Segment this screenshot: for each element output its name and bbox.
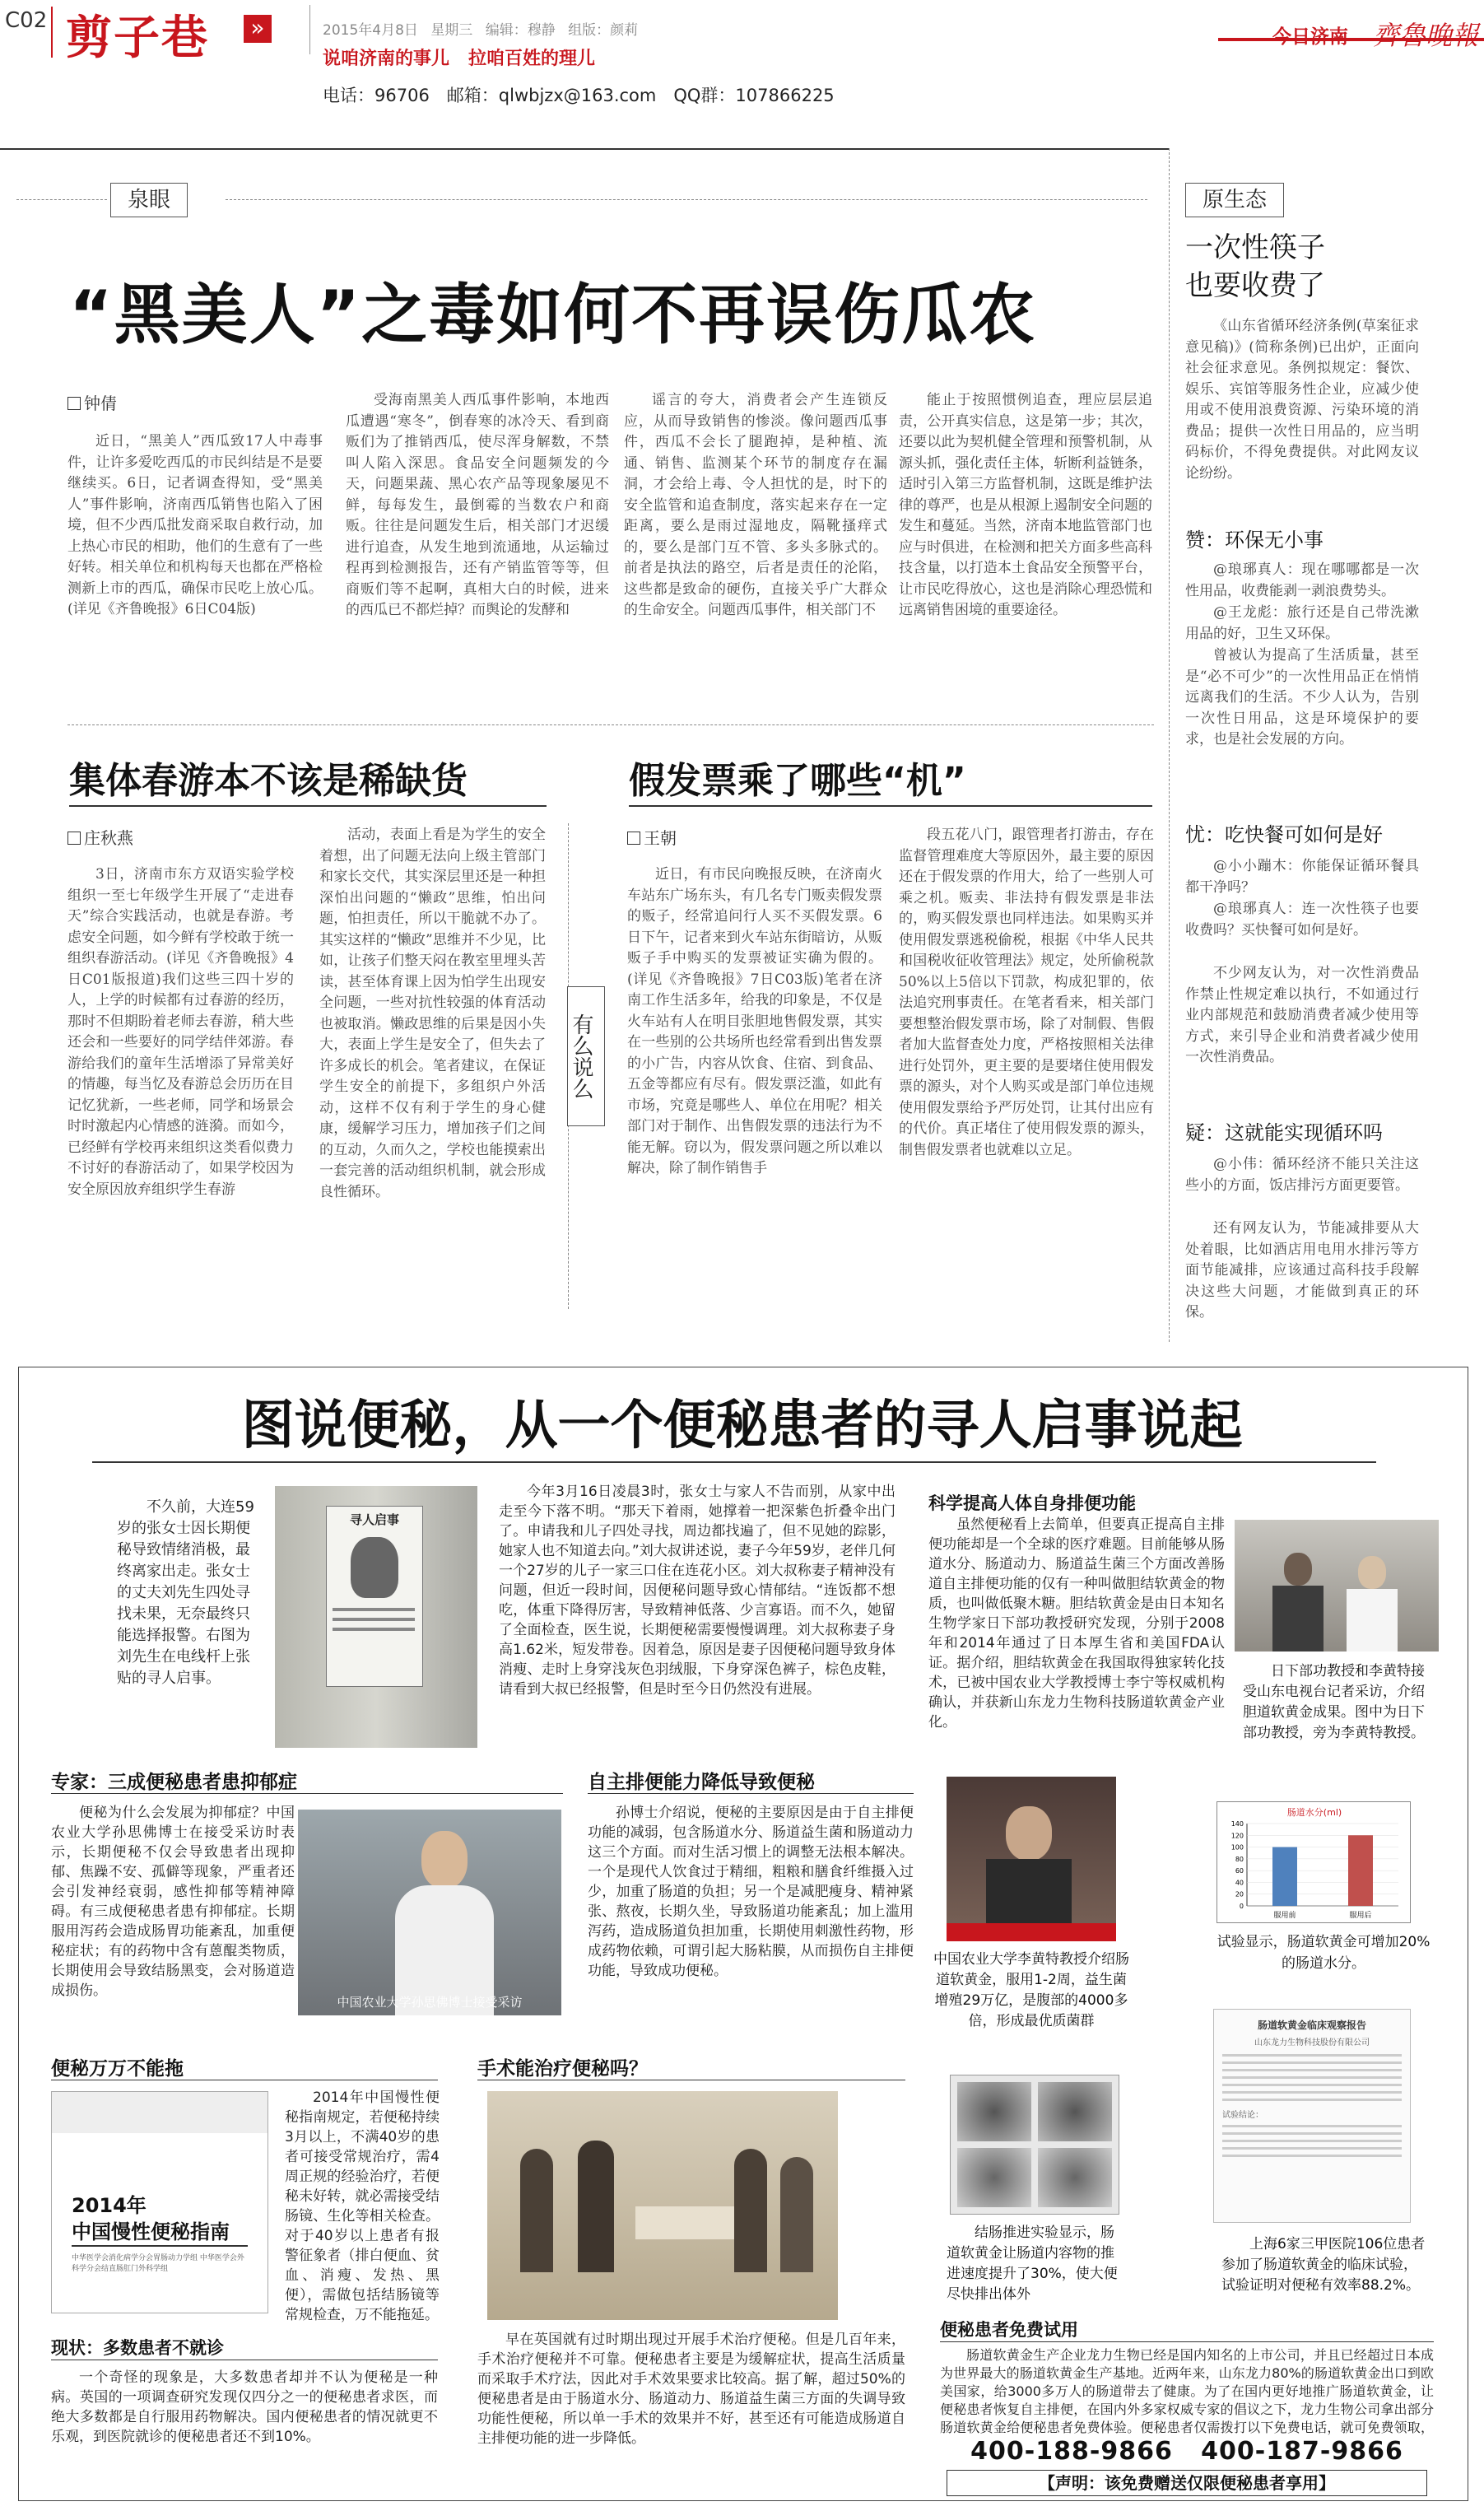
main-col-2: 受海南黑美人西瓜事件影响，本地西瓜遭遇“寒冬”，倒春寒的冰冷天、看到商贩们为了推销西瓜，使尽浑身解数，不禁叫人陷入深思。食品安全问题频发的今天，问题果蔬、黑心农产品等现象屡见不鲜，每每发生，最倒霉的当数农户和商贩。往往是问题发生后，相关部门才迟缓进行追查，从发生地到流通地，从运输过程再到检测报告，还有产销监管等等，但商贩们等不起啊，真相大白的时候，进来的西瓜已不都烂掉？而舆论的发酵和 [346,392,609,618]
article2-headline: 集体春游本不该是稀缺货 [69,760,468,802]
report-line-2: 试验结论： [1222,2111,1263,2120]
paper-logo: 齊魯晚報 [1373,20,1479,51]
water-chart-svg [1217,1802,1412,1924]
notice-title: 寻人启事 [349,1512,399,1527]
ad-intro: 不久前，大连59岁的张女士因长期便秘导致情绪消极，最终离家出走。张女士的丈夫刘先生四处寻找未果，无奈最终只能选择报警。右图为刘先生在电线杆上张贴的寻人启事。 [117,1498,254,1687]
chart-title: 肠道水分(ml) [1286,1807,1342,1818]
surgery-caption: 早在英国就有过时期出现过开展手术治疗便秘。但是几百年来，手术治疗便秘并不可靠。便秘患者主要是为缓解症状，提高生活质量而采取手术疗法，因此对手术效果要求比较高。据了解，超过50%的便秘患者是由于肠道水分、肠道动力、肠道益生菌三方面的失调导致功能性便秘，所以单一手术的效果并不好，甚至还有可能造成肠道自主排便功能的进一步降低。 [477,2332,905,2447]
free-rule [940,2341,1434,2342]
article3-col-2: 段五花八门，跟管理者打游击，存在监督管理难度大等原因外，最主要的原因还在于假发票的作用大，给了一些别人可乘之机。贩卖、非法持有假发票是非法的，购买假发票也同样违法。如果购买并使用假发票逃税偷税，根据《中华人民共和国税收征收管理法》规定，处所偷税款50%以上5倍以下罚款，构成犯罪的，依法追究刑事责任。在笔者看来，相关部门要想整治假发票市场，除了对制假、售假者加大监督查处力度，严格按照相关法律进行处罚外，更主要的是要堵住使用假发票的源头，对个人购买或是部门单位违规使用假发票给予严厉处罚，让其付出应有的代价。真正堵住了使用假发票的源头，制售假发票者也就难以立足。 [899,827,1154,1158]
guide-body: 2014年中国慢性便秘指南规定，若便秘持续3月以上，不满40岁的患者可接受常规治疗，需4周正规的经验治疗，若便秘未好转，就必需接受结肠镜、生化等相关检查。对于40岁以上患者有报警征象者（排白便血、贫血、消瘦、发热、黑便），需做包括结肠镜等常规检查，万不能拖延。 [285,2089,440,2323]
chart-y-tick: 20 [1235,1890,1244,1898]
main-byline: 钟倩 [67,390,117,414]
free-title: 便秘患者免费试用 [940,2320,1078,2340]
book-line-1: 2014年 [72,2194,147,2217]
free-body: 肠道软黄金生产企业龙力生物已经是国内知名的上市公司，并且已经超过日本成为世界最大的肠道软黄金生产基地。近两年来，山东龙力80%的肠道软黄金出口到欧美国家，给3000多万人的肠道带去了健康。为了在国内更好地推广肠道软黄金，让便秘患者恢复自主排便，在国内外多家权威专家的倡议之下，龙力生物公司拿出部分肠道软黄金给便秘患者免费体验。便秘患者仅需拨打以下免费电话，就可免费领取， [940,2347,1434,2435]
sidebar-s2-p3: 不少网友认为，对一次性消费品作禁止性规定难以执行，不如通过行业内部规范和鼓励消费者减少使用等方式，来引导企业和消费者减少使用一次性消费品。 [1185,965,1419,1065]
header-rule [309,5,310,54]
expert-caption: 中国农业大学孙思佛博士接受采访 [337,1995,523,2010]
chart-x-label: 服用前 [1273,1912,1296,1920]
tv-caption: 中国农业大学李黄特教授介绍肠道软黄金，服用1-2周，益生菌增殖29万亿，是腹部的4000多倍，形成最优质菌群 [933,1951,1129,2029]
interview-caption: 日下部功教授和李黄特接受山东电视台记者采访，介绍胆道软黄金成果。图中为日下部功教授，旁为李黄特教授。 [1243,1663,1425,1741]
phone-numbers [940,2437,1434,2466]
sidebar-rule [1169,148,1170,1342]
auto-rule [588,1793,914,1794]
free-statement: 【声明：该免费赠送仅限便秘患者享用】 [947,2470,1427,2496]
sidebar-s3-p1: @小伟：循环经济不能只关注这些小的方面，饭店排污方面更要管。 [1185,1156,1419,1194]
sidebar-s1-p1: @琅琊真人：现在哪哪都是一次性用品，收费能剥一剥浪费势头。 [1185,561,1419,599]
sidebar-s2-title: 忧：吃快餐可如何是好 [1185,823,1383,846]
article2-col-1: 3日，济南市东方双语实验学校组织一至七年级学生开展了“走进春天”综合实践活动，也就是春游。考虑安全问题，如今鲜有学校敢于统一组织春游活动。(详见《齐鲁晚报》4日C01版报道)我们这些三四十岁的人，上学的时候都有过春游的经历，那时不但期盼着老师去春游，稍大些还会和一些要好的同学结伴郊游。春游给我们的童年生活增添了异常美好的情趣，每当忆及春游总会历历在目记忆犹新，一些老师，同学和场景会时时激起内心情感的涟漪。而如今，已经鲜有学校再来组织这类看似费力不讨好的春游活动了，如果学校因为安全原因放弃组织学生春游 [67,866,294,1198]
article3-headline: 假发票乘了哪些“机” [629,760,966,802]
main-col-1: 近日，“黑美人”西瓜致17人中毒事件，让许多爱吃西瓜的市民纠结是不是要继续买。6日，记者调查得知，受“黑美人”事件影响，济南西瓜销售也陷入了困境，但不少西瓜批发商采取自救行动，加上热心市民的相助，他们的生意有了一些好转。相关单位和机构每天也都在严格检测新上市的西瓜，确保市民吃上放心瓜。(详见《齐鲁晚报》6日C04版) [67,433,323,617]
comment-tag: 有么说么 [567,986,605,1126]
chart-y-tick: 120 [1230,1832,1244,1840]
chart-y-tick: 140 [1230,1820,1244,1828]
xray-caption: 结肠推进实验显示，肠道软黄金让肠道内容物的推进速度提升了30%，使大便尽快排出体外 [947,2224,1118,2303]
phone-2[interactable]: 400-187-9866 [1201,2437,1403,2466]
sidebar-intro: 《山东省循环经济条例(草案征求意见稿)》(简称条例)已出炉，正面向社会征求意见。条例拟规定：餐饮、娱乐、宾馆等服务性企业，应减少使用或不使用浪费资源、污染环境的消费品；提供一次性日用品的，应当明码标价，不得免费提供。对此网友议论纷纷。 [1185,318,1419,482]
today-jinan: 今日济南 [1272,26,1348,48]
sidebar-s1-p3: 曾被认为提高了生活质量，甚至是“必不可少”的一次性用品正在悄悄远离我们的生活。不少人认为，告别一次性日用品，这是环境保护的要求，也是社会发展的方向。 [1185,647,1419,748]
article3-col-1: 近日，有市民向晚报反映，在济南火车站东广场东头，有几名专门贩卖假发票的贩子，经常追问行人买不买假发票。6日下午，记者来到火车站东街暗访，从贩贩子手中购买的发票被证实确为假的。(详见《齐鲁晚报》7日C03版)笔者在济南工作生活多年，给我的印象是，不仅是火车站有人在明目张胆地售假发票，其实在一些别的公共场所也经常看到出售发票的小广告，内容从饮食、住宿、到食品、五金等都应有尽有。假发票泛滥，如此有市场，究竟是哪些人、单位在用呢？相关部门对于制作、出售假发票的违法行为不能无解。窃以为，假发票问题之所以难以解决，除了制作销售手 [627,866,882,1176]
chart-bar [1272,1847,1297,1906]
chart-y-tick: 100 [1230,1843,1244,1852]
article3-rule [629,805,1152,807]
current-body: 一个奇怪的现象是，大多数患者却并不认为便秘是一种病。英国的一项调查研究发现仅四分之一的便秘患者求医，而绝大多数都是自行服用药物解决。国内便秘患者的情况就更不乐观，到医院就诊的便秘患者还不到10%。 [51,2369,438,2445]
chart-y-tick: 40 [1235,1879,1244,1887]
guide-title: 便秘万万不能拖 [51,2058,184,2080]
article2-rule [69,805,547,807]
surgery-title: 手术能治疗便秘吗？ [477,2058,648,2080]
tv-photo [947,1777,1116,1941]
study-caption: 上海6家三甲医院106位患者参加了肠道软黄金的临床试验，试验证明对便秘有效率88.2%。 [1221,2236,1426,2294]
top-rule [0,148,1169,150]
expert-photo [298,1810,561,2015]
contact-line: 电话：96706 邮箱：qlwbjzx@163.com QQ群：107866225 [323,86,835,105]
report-doc [1213,2009,1411,2223]
section-tag-quanyan: 泉眼 [110,183,188,217]
main-bottom-rule [67,724,1154,725]
slogan: 说咱济南的事儿 拉咱百姓的理儿 [323,49,596,69]
sidebar-s1-title: 赞：环保无小事 [1185,529,1324,552]
sidebar-s3-title: 疑：这就能实现循环吗 [1185,1121,1383,1144]
guide-book [51,2091,268,2313]
article3-byline: 王朝 [627,825,677,849]
sidebar-s2-p2: @琅琊真人：连一次性筷子也要收费吗？买快餐可如何是好。 [1185,901,1419,939]
expert-rule [51,1793,563,1794]
chart-y-tick: 80 [1235,1855,1244,1863]
tag-rule-right [226,199,1147,200]
ad-story: 今年3月16日凌晨3时，张女士与家人不告而别，从家中出走至今下落不明。“那天下着雨，她撑着一把深紫色折叠伞出门了。申请我和儿子四处寻找，周边都找遍了，但不见她的踪影，她家人也不知道去向。”刘大叔讲述说，妻子今年59岁，老伴几何一个27岁的儿子一家三口住在连花小区。刘大叔称妻子精神没有问题，但近一段时间，因便秘问题导致心情郁结。“连饭都不想吃，体重下降得厉害，导致精神低落、少言寡语。而不久，她留了全面检查，医生说，长期便秘需要慢慢调理。刘大叔称妻子身高1.62米，短发带卷。因着急，原因是妻子因便秘问题导致身体消瘦、走时上身穿浅灰色羽绒服，下身穿深色裤子，棕色皮鞋，请看到大叔已经报警，但是时至今日仍然没有进展。 [499,1484,896,1698]
phone-1[interactable]: 400-188-9866 [970,2437,1173,2466]
main-col-4: 能止于按照惯例追查，理应层层追责，公开真实信息，这是第一步；其次，还要以此为契机健全管理和预警机制，从源头抓，强化责任主体，斩断利益链条，适时引入第三方监督机制，这既是维护法律的尊严，也是从根源上遏制安全问题的发生和蔓延。当然，济南本地监管部门也应与时俱进，在检测和把关方面多些高科技含量，以打造本土食品安全预警平台，让市民吃得放心，这也是消除心理恐慌和远离销售困境的重要途径。 [899,392,1152,618]
section-title: 剪子巷 [66,12,209,65]
surgery-engraving [487,2091,838,2320]
current-title: 现状：多数患者不就诊 [51,2338,224,2358]
article2-col-2: 活动，表面上看是为学生的安全着想，出了问题无法向上级主管部门和家长交代，其实深层里还是一种担深怕出问题的“懒政”思维，怕出问题，怕担责任，所以干脆就不办了。其实这样的“懒政”思维并不少见，比如，让孩子们整天闷在教室里埋头苦读，甚至体育课上因为怕学生出现安全问题，一些对抗性较强的体育活动也被取消。懒政思维的后果是因小失大，表面上学生是安全了，但失去了许多成长的机会。笔者建议，在保证学生安全的前提下，多组织户外活动，这样不仅有利于学生的身心健康，缓解学习压力，增加孩子们之间的互动，久而久之，学校也能摸索出一套完善的活动组织机制，就会形成良性循环。 [319,827,546,1200]
interview-photo [1235,1520,1439,1651]
expert-body: 便秘为什么会发展为抑郁症？中国农业大学孙思佛博士在接受采访时表示，长期便秘不仅会导致患者出现抑郁、焦躁不安、孤僻等现象，严重者还会引发神经衰弱，感性抑郁等精神障碍。有三成便秘患者患有抑郁症。长期服用泻药会造成肠胃功能紊乱，加重便秘症状；有的药物中含有蒽醌类物质，长期使用会导致结肠黑变，会对肠道造成损伤。 [51,1805,295,1999]
dateline: 2015年4月8日 星期三 编辑：穆静 组版：颜莉 [323,22,639,39]
xray-photo [950,2075,1119,2215]
chart-x-label: 服用后 [1349,1912,1372,1920]
tag-rule-left [16,199,107,200]
auto-title: 自主排便能力降低导致便秘 [588,1772,815,1793]
report-line-0: 肠道软黄金临床观察报告 [1257,2020,1366,2031]
book-line-2: 中国慢性便秘指南 [72,2220,230,2243]
sidebar-headline: 一次性筷子 也要收费了 [1185,231,1325,302]
ad-headline: 图说便秘，从一个便秘患者的寻人启事说起 [241,1395,1243,1456]
page-number: C02 [5,8,48,33]
science-body: 虽然便秘看上去简单，但要真正提高自主排便功能却是一个全球的医疗难题。目前能够从肠道水分、肠道动力、肠道益生菌三个方面改善肠道自主排便功能的仅有一种叫做胆结软黄金的物质，也叫做低聚木糖。胆结软黄金是由日本知名生物学家日下部功教授研究发现，分别于2008年和2014年通过了日本厚生省和美国FDA认证。据介绍，胆结软黄金在我国取得独家转化技术，已被中国农业大学教授博士李宁等权威机构确认，并获新山东龙力生物科技肠道软黄金产业化。 [928,1516,1225,1731]
sidebar-s1-p2: @王龙彪：旅行还是自己带洗漱用品的好，卫生又环保。 [1185,604,1419,642]
chart-bar [1348,1835,1373,1906]
main-col-3: 谣言的夸大，消费者会产生连锁反应，从而导致销售的惨淡。像问题西瓜事件，西瓜不会长了腿跑掉，是种植、流通、销售、监测某个环节的制度存在漏洞，才会给上毒、令人担忧的是，时下的安全监管和追查制度，落实起来存在一定距离，要么是雨过湿地皮，隔靴搔痒式的，要么是部门互不管、多头多脉式的。前者是执法的路空，后者是责任的沦陷，这些都是致命的硬伤，直接关乎广大群众的生命安全。问题西瓜事件，相关部门不 [624,392,887,618]
chart-caption: 试验显示，肠道软黄金可增加20%的肠道水分。 [1217,1934,1431,1972]
notice-photo [275,1486,477,1748]
expert-title: 专家：三成便秘患者患抑郁症 [51,1772,297,1793]
section-tag-yuanshengtai: 原生态 [1185,183,1284,217]
report-line-1: 山东龙力生物科技股份有限公司 [1254,2038,1370,2047]
auto-body: 孙博士介绍说，便秘的主要原因是由于自主排便功能的减弱，包含肠道水分、肠道益生菌和肠道动力这三个方面。而对生活习惯上的调整无法根本解决。一个是现代人饮食过于精细，粗粮和膳食纤维摄入过少，加重了肠道的负担；另一个是减肥瘦身、精神紧张、熬夜，长期久坐，导致肠道功能紊乱；加上滥用泻药，造成肠道负担加重，长期使用刺激性药物，形成药物依赖，可谓引起大肠粘膜，从而损伤自主排便功能，导致成功便秘。 [588,1805,914,1979]
chart-y-tick: 0 [1239,1903,1244,1910]
main-headline: “黑美人”之毒如何不再误伤瓜农 [69,277,1037,353]
sidebar-s2-p1: @小小蹦木：你能保证循环餐具都干净吗？ [1185,858,1419,896]
chart-y-tick: 60 [1235,1867,1244,1875]
ad-headline-rule [92,1461,1376,1463]
chevron-icon: » [244,15,272,43]
article2-byline: 庄秋燕 [67,825,133,849]
sidebar-s3-p2: 还有网友认为，节能减排要从大处着眼，比如酒店用电用水排污等方面节能减排，应该通过高科技手段解决这些大问题，才能做到真正的环保。 [1185,1220,1419,1321]
header-divider [51,7,53,58]
book-small: 中华医学会消化病学分会胃肠动力学组 中华医学会外科学分会结直肠肛门外科学组 [72,2254,244,2273]
science-title: 科学提高人体自身排便功能 [928,1493,1136,1513]
water-chart [1217,1801,1411,1923]
